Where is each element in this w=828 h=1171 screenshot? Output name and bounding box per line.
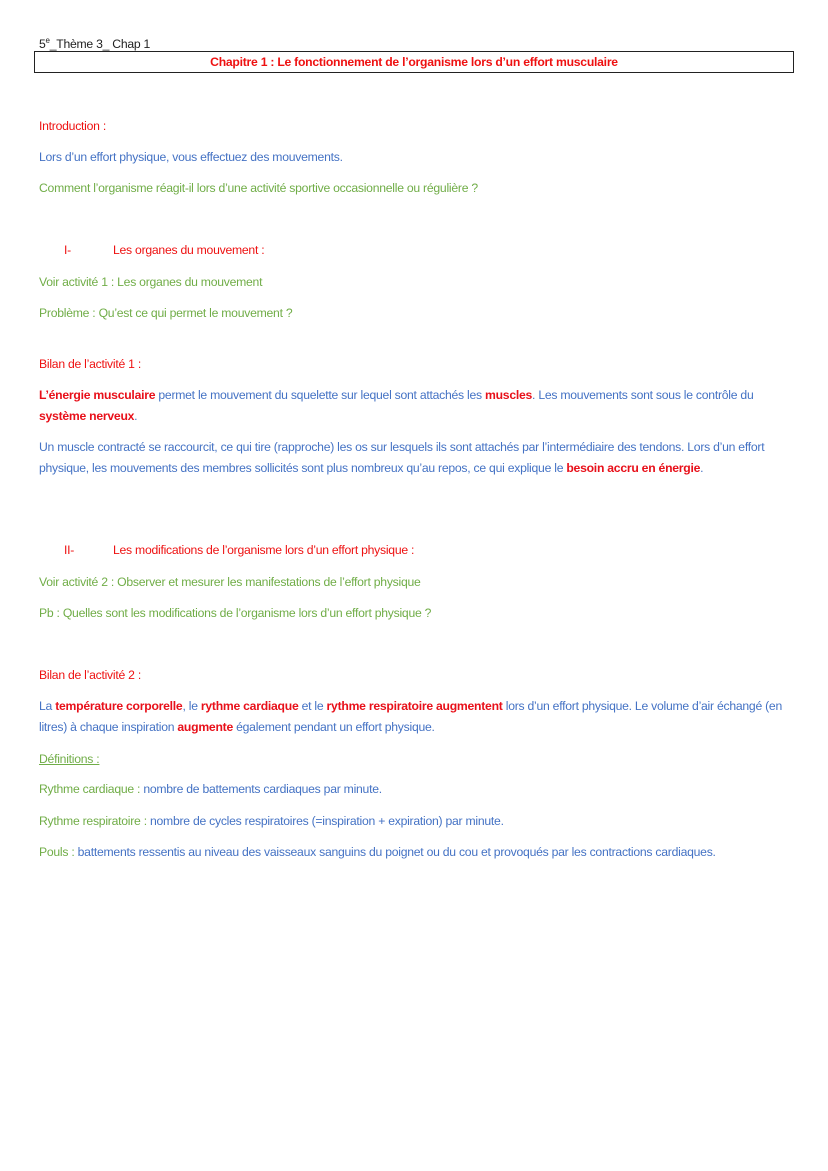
definition-item	[39, 811, 791, 832]
text: La	[39, 699, 56, 713]
text: et le	[298, 699, 327, 713]
keyword: rythme cardiaque	[200, 699, 299, 713]
text: .	[700, 460, 704, 475]
chapter-title: Chapitre 1 : Le fonctionnement de l’organisme lors d’un effort musculaire	[34, 51, 794, 73]
keyword: température corporelle	[55, 699, 183, 713]
definition-item	[39, 779, 791, 800]
header-rest: _Thème 3_ Chap 1	[49, 37, 151, 52]
definition-text: battements ressentis au niveau des vaisseaux sanguins du poignet ou du cou et provoqués par les contractions cardiaques.	[74, 845, 716, 859]
intro-text: Lors d’un effort physique, vous effectuez des mouvements.	[39, 150, 343, 164]
keyword: augmente	[177, 719, 233, 734]
definition-text: nombre de battements cardiaques par minute.	[140, 782, 382, 796]
section2-bilan: Bilan de l’activité 2 :	[39, 668, 141, 682]
section2-paragraph1	[39, 696, 791, 737]
section1-paragraph2	[39, 437, 791, 478]
section-number: I-	[64, 243, 71, 257]
intro-heading: Introduction :	[39, 119, 106, 133]
text: permet le mouvement du squelette sur lequel sont attachés les	[155, 388, 486, 402]
section1-activity: Voir activité 1 : Les organes du mouvement	[39, 275, 263, 289]
keyword: muscles	[485, 388, 533, 402]
section2-heading	[39, 540, 791, 561]
section2-activity: Voir activité 2 : Observer et mesurer les manifestations de l’effort physique	[39, 575, 421, 589]
definition-term: Pouls :	[39, 845, 75, 859]
intro-question: Comment l’organisme réagit-il lors d’une activité sportive occasionnelle ou régulière ?	[39, 181, 478, 195]
keyword: besoin accru en énergie	[566, 460, 701, 475]
level-sup: e	[45, 36, 50, 45]
section-number: II-	[64, 543, 75, 557]
definition-text: nombre de cycles respiratoires (=inspiration + expiration) par minute.	[146, 814, 504, 828]
section-title: Les organes du mouvement :	[113, 243, 265, 257]
keyword: L’énergie musculaire	[39, 388, 156, 402]
text: Un muscle contracté se raccourcit, ce qui tire (rapproche) les os sur lesquels ils sont attachés par l’intermédiaire des tendons. Lors d’un effort physique, les mouvements des membres sollicités sont plus nombreux qu’au repos, ce qui explique le	[39, 440, 765, 475]
text: . Les mouvements sont sous le contrôle du	[532, 388, 754, 402]
section2-problem: Pb : Quelles sont les modifications de l’organisme lors d’un effort physique ?	[39, 606, 432, 620]
section-title: Les modifications de l’organisme lors d’un effort physique :	[113, 543, 415, 557]
definition-item	[39, 842, 791, 863]
text: lors d’un effort physique. Le volume d’air échangé (en litres) à chaque inspiration	[39, 699, 782, 734]
keyword: système nerveux	[39, 408, 135, 423]
level: 5	[39, 37, 46, 52]
keyword: rythme respiratoire augmentent	[326, 699, 503, 713]
definitions-heading: Définitions :	[39, 752, 100, 766]
section1-paragraph1	[39, 385, 791, 426]
text: .	[134, 408, 138, 423]
section1-bilan: Bilan de l’activité 1 :	[39, 357, 141, 371]
section1-problem: Problème : Qu’est ce qui permet le mouvement ?	[39, 306, 293, 320]
text: , le	[182, 699, 201, 713]
text: également pendant un effort physique.	[232, 719, 435, 734]
definition-term: Rythme respiratoire :	[39, 814, 147, 828]
definition-term: Rythme cardiaque :	[39, 782, 141, 796]
section1-heading	[39, 240, 791, 261]
